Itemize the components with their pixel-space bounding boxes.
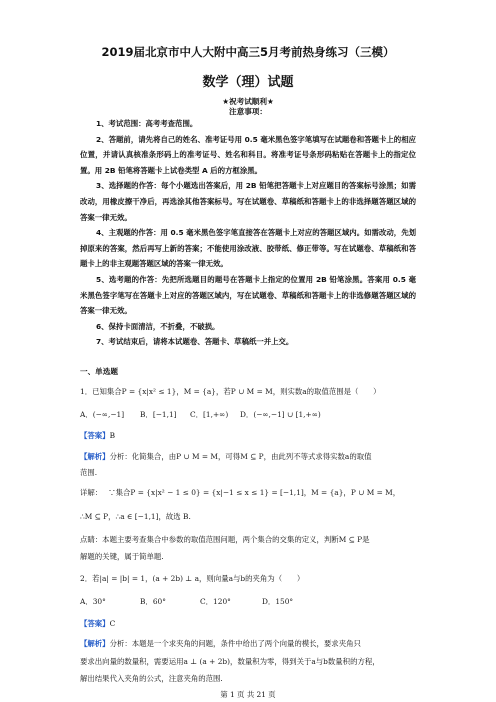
notice-item: 5、选考题的作答：先把所选题目的题号在答题卡上指定的位置用 2B 铅笔涂黑。答案用 0.5 毫米黑色签字笔写在答题卡上对应的答题区域内，写在试题卷、草稿纸和答题卡上的非选修题答题区域的答案一律无效。: [80, 274, 416, 316]
analysis-text: 要求出向量的数量积，需要运用: [80, 657, 184, 666]
question-2-stem: [80, 573, 304, 584]
stem-text: 2．若: [80, 574, 100, 583]
comment-line: [80, 534, 370, 545]
analysis-text: 分析：本题是一个求夹角的问题，条件中给出了两个向量的模长，要求夹角只: [109, 639, 361, 648]
stem-text: 1．已知集合: [80, 387, 122, 396]
option-label: D．: [262, 597, 276, 606]
detail-line-2: [80, 511, 191, 522]
comment-line-2: 解题的关键，属于简单题.: [80, 552, 164, 561]
math-condition: P ∪ M = M: [230, 387, 273, 396]
option-value: 60°: [152, 597, 166, 606]
comment-text: 是: [362, 535, 370, 544]
page-footer: 第 1 页 共 21 页: [220, 690, 276, 699]
math-condition: P ∪ M = M: [176, 452, 218, 461]
blessing-line: ★祝考试顺利★: [222, 97, 274, 106]
detail-text: ∵集合: [108, 488, 131, 497]
option-c: [190, 409, 228, 420]
answer-value: C: [109, 619, 116, 628]
detail-text: ，: [303, 488, 312, 497]
detail-line: [80, 487, 400, 498]
option-label: A．: [80, 410, 93, 419]
math-condition: P ∪ M = M: [350, 488, 393, 497]
answer-line: [80, 618, 115, 629]
math-set-p: P = {x|x² ≤ 1}: [121, 387, 177, 396]
option-label: A．: [80, 597, 93, 606]
answer-line: [80, 430, 115, 441]
analysis-text: ，由此列不等式求得实数a的取值: [263, 452, 372, 461]
option-label: C．: [200, 597, 214, 606]
analysis-tag: 【解析】: [80, 639, 110, 648]
option-b: [140, 409, 177, 420]
option-a: [80, 596, 106, 607]
option-label: D．: [240, 410, 254, 419]
math-set-m: M = {a}: [311, 488, 344, 497]
analysis-line-3: 解出结果代入夹角的公式，注意夹角的范围.: [80, 674, 223, 683]
math-vectors: a与b: [228, 574, 246, 583]
option-label: C．: [190, 410, 204, 419]
option-value: 30°: [92, 597, 106, 606]
analysis-text: ，数量积为零，得到关于: [230, 657, 312, 666]
analysis-text: 数量积的方程，: [327, 657, 380, 666]
option-value: 150°: [275, 597, 294, 606]
analysis-text: ，可得: [218, 452, 241, 461]
analysis-line-2: [80, 656, 380, 667]
stem-text: 的夹角为（ ）: [245, 574, 305, 583]
option-c: [200, 596, 231, 607]
math-subset: M ⊆ P: [240, 452, 264, 461]
option-d: [262, 596, 293, 607]
notice-item: 4、主观题的作答：用 0.5 毫米黑色签字笔直接答在答题卡上对应的答题区域内。如需改动，先划掉原来的答案，然后再写上新的答案；不能使用涂改液、胶带纸、修正带等。写在试题卷、草稿纸和答题卡上的非主观题答题区域的答案一律无效。: [80, 228, 416, 269]
answer-value: B: [109, 431, 116, 440]
notice-list: [80, 116, 416, 350]
math-subset: M ⊆ P: [338, 535, 363, 544]
detail-text: ，故选 B.: [158, 512, 191, 521]
analysis-line: [80, 451, 372, 462]
document-subtitle: 数学（理）试题: [202, 75, 294, 90]
option-label: B．: [140, 410, 153, 419]
math-conclusion: ∴M ⊆ P，∴a ∈ [−1,1]: [80, 512, 159, 521]
notice-header: 注意事项：: [229, 107, 267, 116]
math-set-m: M = {a}: [183, 387, 216, 396]
option-a: [80, 409, 124, 420]
analysis-line: [80, 638, 361, 649]
question-1-stem: [80, 386, 381, 397]
detail-text: ，: [343, 488, 351, 497]
analysis-line-2: 范围.: [80, 468, 98, 477]
answer-tag: 【答案】: [80, 431, 110, 440]
option-value: 120°: [213, 597, 231, 606]
stem-text: ，: [176, 387, 184, 396]
option-label: B．: [140, 597, 153, 606]
comment-text: 点睛：本题主要考查集合中参数的取值范围问题，两个集合的交集的定义，判断: [80, 535, 339, 544]
stem-text: ，则向量: [199, 574, 229, 583]
option-value: (−∞,−1] ∪ [1,+∞): [253, 410, 321, 419]
analysis-tag: 【解析】: [80, 452, 110, 461]
detail-text: 详解：: [80, 488, 103, 497]
detail-text: ，: [392, 488, 401, 497]
notice-item: 1、考试范围：高考考查范围。: [96, 119, 198, 128]
notice-item: 2、答题前，请先将自己的姓名、准考证号用 0.5 毫米黑色签字笔填写在试题卷和答题卡上的相应位置，并请认真核准条形码上的准考证号、姓名和科目。将准考证号条形码粘贴在答题卡上的指定位置。用 2B 铅笔将答题卡上试卷类型 A 后的方框涂黑。: [80, 134, 416, 175]
stem-text: ，若: [216, 387, 231, 396]
analysis-text: 分析：化简集合，由: [109, 452, 177, 461]
notice-item: 6、保持卡面清洁，不折叠，不破损。: [96, 321, 220, 331]
answer-tag: 【答案】: [80, 619, 110, 628]
option-value: [−1,1]: [152, 410, 177, 419]
math-perpendicular: a ⊥ (a + 2b): [183, 657, 231, 666]
document-title: 2019届北京市中人大附中高三5月考前热身练习（三模）: [101, 45, 395, 59]
section-heading: 一、单选题: [80, 367, 118, 376]
math-set-p-solved: P = {x|x² − 1 ≤ 0} = {x|−1 ≤ x ≤ 1} = [−1,1]: [130, 488, 304, 497]
option-d: [240, 409, 321, 420]
notice-item: 3、选择题的作答：每个小题选出答案后，用 2B 铅笔把答题卡上对应题目的答案标号涂黑；如需改动，用橡皮擦干净后，再选涂其他答案标号。写在试题卷、草稿纸和答题卡上的非选择题答题区域的答案一律无效。: [80, 181, 416, 222]
option-value: (−∞,−1]: [92, 410, 125, 419]
math-vectors: a与b: [311, 657, 328, 666]
option-b: [140, 596, 166, 607]
math-condition: |a| = |b| = 1，(a + 2b) ⊥ a: [99, 574, 200, 583]
option-value: [1,+∞): [203, 410, 229, 419]
stem-text: ，则实数a的取值范围是（ ）: [272, 387, 381, 396]
notice-item: 7、考试结束后，请将本试题卷、答题卡、草稿纸一并上交。: [96, 337, 294, 347]
